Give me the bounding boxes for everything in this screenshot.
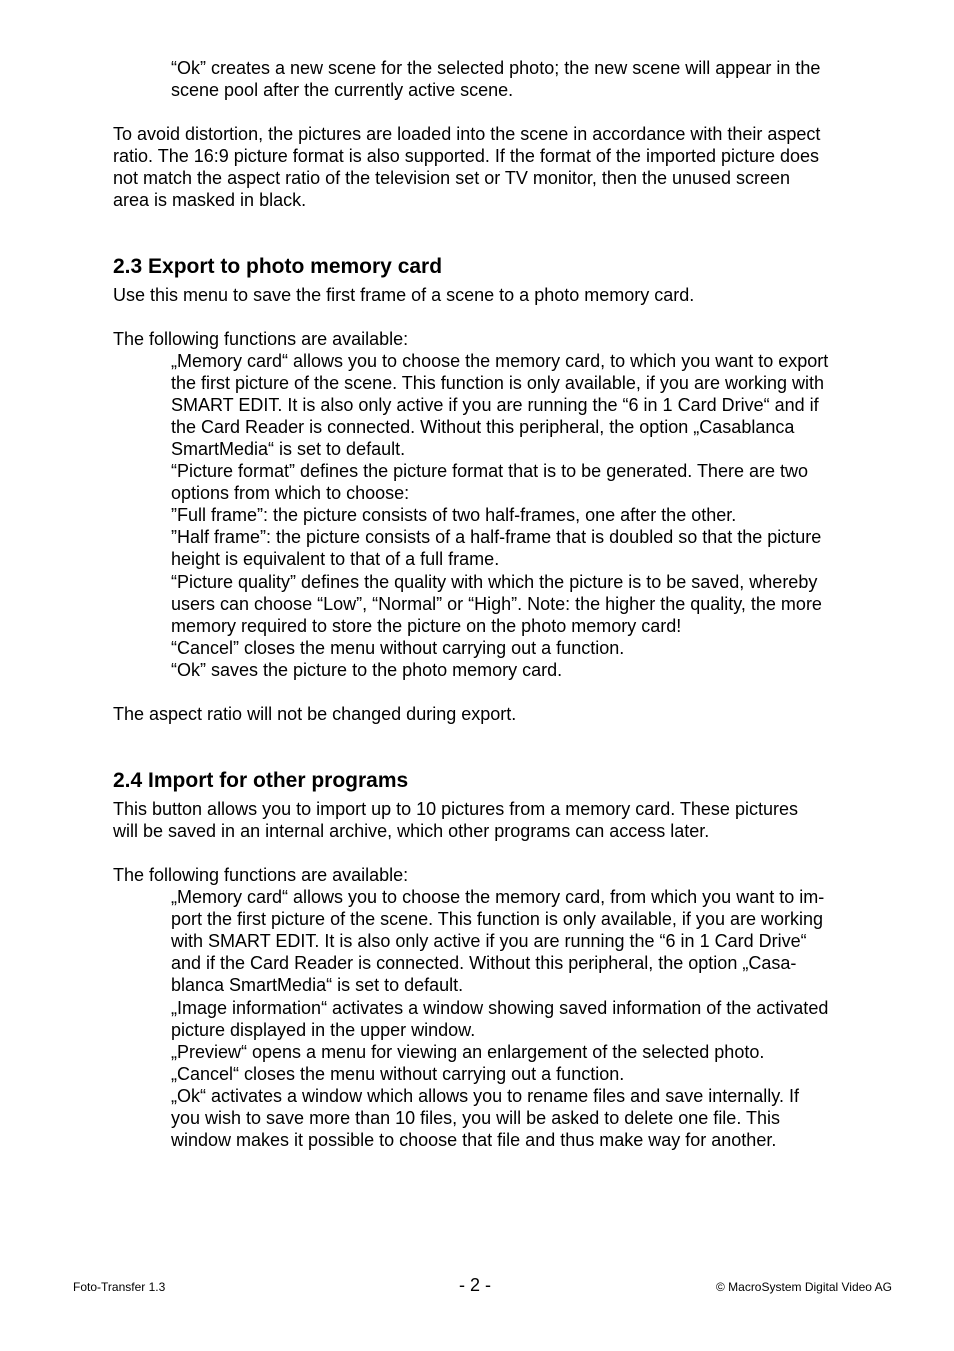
footer-document-name: Foto-Transfer 1.3 [73,1280,166,1294]
list-item: „Memory card“ allows you to choose the memory card, from which you want to im- [171,887,825,907]
list-item: “Picture quality” defines the quality with which the picture is to be saved, whereby [171,572,818,592]
list-item: „Preview“ opens a menu for viewing an enlargement of the selected photo. [171,1042,765,1062]
footer-copyright: © MacroSystem Digital Video AG [715,1280,892,1294]
section-intro: Use this menu to save the first frame of a scene to a photo memory card. [113,285,695,305]
text-line: not match the aspect ratio of the television set or TV monitor, then the unused screen [113,168,791,188]
text-line: ratio. The 16:9 picture format is also supported. If the format of the imported picture does [113,146,820,166]
list-item: options from which to choose: [171,483,410,503]
section-heading: 2.3 Export to photo memory card [113,255,443,278]
list-item: users can choose “Low”, “Normal” or “High”. Note: the higher the quality, the more [171,594,822,614]
text-line: scene pool after the currently active scene. [171,80,514,100]
list-item: ”Half frame”: the picture consists of a half-frame that is doubled so that the picture [171,527,822,547]
list-item: memory required to store the picture on the photo memory card! [171,616,682,636]
list-item: blanca SmartMedia“ is set to default. [171,975,464,995]
text-line: area is masked in black. [113,190,307,210]
list-item: with SMART EDIT. It is also only active if you are running the “6 in 1 Card Drive“ [171,931,807,951]
list-item: SMART EDIT. It is also only active if you are running the “6 in 1 Card Drive“ and if [171,395,819,415]
list-item: „Memory card“ allows you to choose the memory card, to which you want to export [171,351,829,371]
list-item: picture displayed in the upper window. [171,1020,476,1040]
list-item: “Ok” saves the picture to the photo memory card. [171,660,563,680]
page-number: - 2 - [459,1275,492,1295]
section-heading: 2.4 Import for other programs [113,769,409,792]
list-item: height is equivalent to that of a full frame. [171,549,500,569]
list-item: port the first picture of the scene. This function is only available, if you are working [171,909,823,929]
section-intro: will be saved in an internal archive, which other programs can access later. [113,821,710,841]
list-item: you wish to save more than 10 files, you will be asked to delete one file. This [171,1108,781,1128]
list-item: “Picture format” defines the picture format that is to be generated. There are two [171,461,808,481]
section-closing: The aspect ratio will not be changed during export. [113,704,517,724]
list-item: ”Full frame”: the picture consists of two half-frames, one after the other. [171,505,737,525]
list-item: „Image information“ activates a window showing saved information of the activated [171,998,829,1018]
list-item: the Card Reader is connected. Without this peripheral, the option „Casablanca [171,417,795,437]
functions-label: The following functions are available: [113,329,409,349]
functions-label: The following functions are available: [113,865,409,885]
list-item: the first picture of the scene. This function is only available, if you are working with [171,373,824,393]
list-item: and if the Card Reader is connected. Without this peripheral, the option „Casa- [171,953,797,973]
text-line: To avoid distortion, the pictures are loaded into the scene in accordance with their aspect [113,124,821,144]
list-item: SmartMedia“ is set to default. [171,439,406,459]
list-item: „Cancel“ closes the menu without carrying out a function. [171,1064,625,1084]
list-item: window makes it possible to choose that file and thus make way for another. [171,1130,777,1150]
list-item: “Cancel” closes the menu without carrying out a function. [171,638,625,658]
section-intro: This button allows you to import up to 10 pictures from a memory card. These pictures [113,799,798,819]
text-line: “Ok” creates a new scene for the selected photo; the new scene will appear in the [171,58,821,78]
list-item: „Ok“ activates a window which allows you to rename files and save internally. If [171,1086,799,1106]
